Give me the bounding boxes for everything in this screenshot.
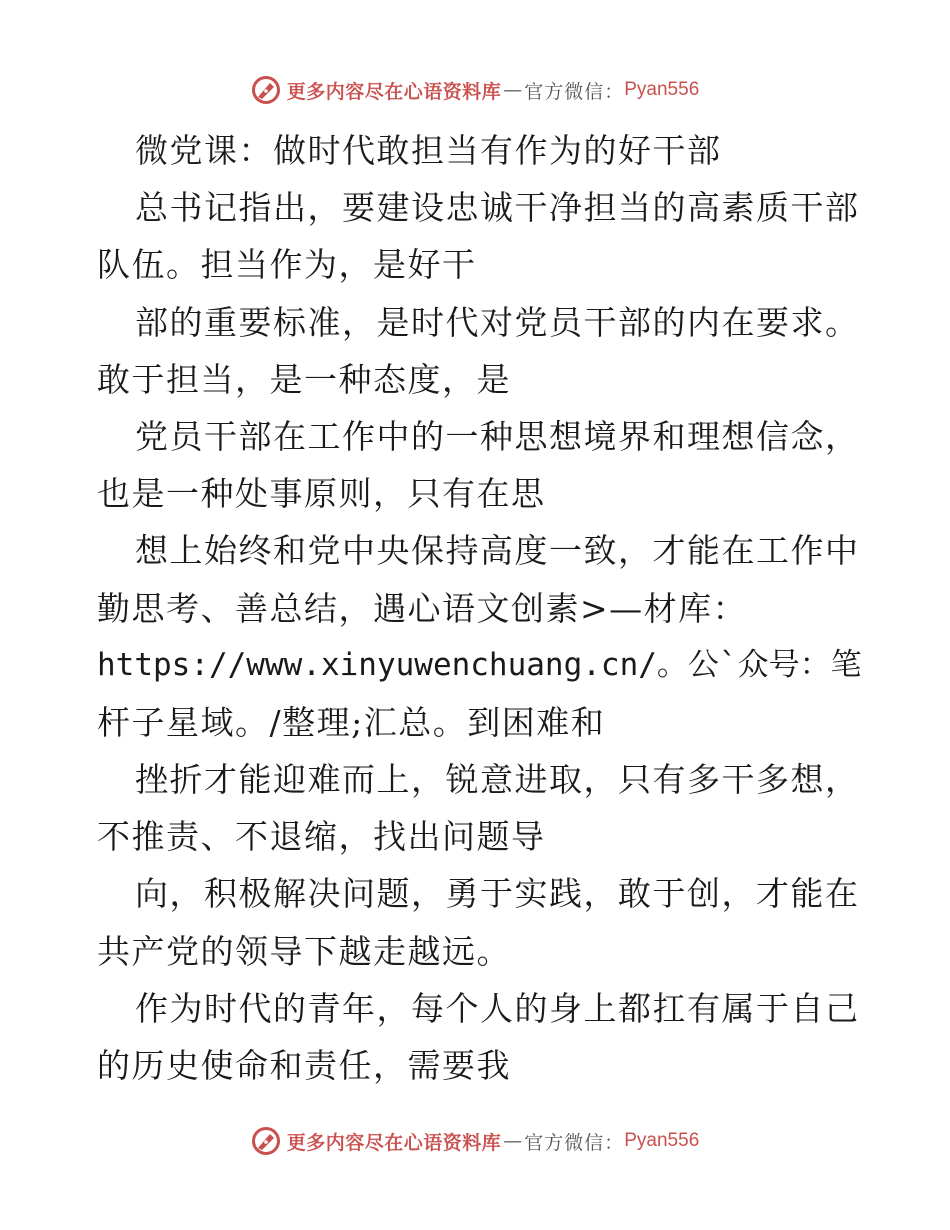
paragraph-line: 的历史使命和责任，需要我 bbox=[97, 1046, 511, 1085]
footer-banner bbox=[0, 1121, 950, 1161]
paragraph-line: 想上始终和党中央保持高度一致，才能在工作中 bbox=[135, 531, 860, 571]
paragraph-line: 部的重要标准，是时代对党员干部的内在要求。 bbox=[135, 302, 860, 342]
paragraph-line: 杆子星域。/整理;汇总。到困难和 bbox=[97, 702, 606, 742]
paragraph-line: 共产党的领导下越走越远。 bbox=[97, 931, 511, 971]
footer-brand: 更多内容尽在心语资料库 bbox=[286, 1131, 502, 1154]
paragraph-line: 党员干部在工作中的一种思想境界和理想信念， bbox=[135, 416, 860, 456]
paragraph-line: 敢于担当，是一种态度，是 bbox=[97, 359, 511, 399]
footer-wechat-id: Pyan556 bbox=[624, 1130, 700, 1151]
document-title: 微党课：做时代敢担当有作为的好干部 bbox=[135, 131, 722, 170]
paragraph-line: 队伍。担当作为，是好干 bbox=[97, 245, 477, 285]
paragraph-line: 挫折才能迎难而上，锐意进取，只有多干多想， bbox=[135, 760, 860, 800]
footer-dash: — bbox=[503, 1130, 523, 1152]
footer-official-label: 官方微信： bbox=[524, 1131, 625, 1154]
paragraph-line: 不推责、不退缩，找出问题导 bbox=[97, 817, 546, 857]
header-official-label: 官方微信： bbox=[524, 80, 625, 103]
paragraph-line: 勤思考、善总结，遇心语文创素>—材库： bbox=[97, 588, 748, 628]
document-body bbox=[97, 122, 862, 1094]
paragraph-line: 作为时代的青年，每个人的身上都扛有属于自己 bbox=[135, 988, 860, 1028]
paragraph-line: 总书记指出，要建设忠诚干净担当的高素质干部 bbox=[135, 188, 860, 228]
header-dash: — bbox=[503, 79, 523, 101]
paragraph-line: 向，积极解决问题，勇于实践，敢于创，才能在 bbox=[135, 874, 860, 914]
pen-nib-circle-icon bbox=[251, 75, 281, 105]
header-brand: 更多内容尽在心语资料库 bbox=[286, 80, 502, 103]
header-banner bbox=[0, 70, 950, 110]
header-wechat-id: Pyan556 bbox=[624, 79, 700, 100]
paragraph-line: 也是一种处事原则，只有在思 bbox=[97, 474, 546, 514]
pen-nib-circle-icon bbox=[251, 1126, 281, 1156]
paragraph-line-url: https://www.xinyuwenchuang.cn/。公`众号：笔 bbox=[97, 646, 862, 683]
